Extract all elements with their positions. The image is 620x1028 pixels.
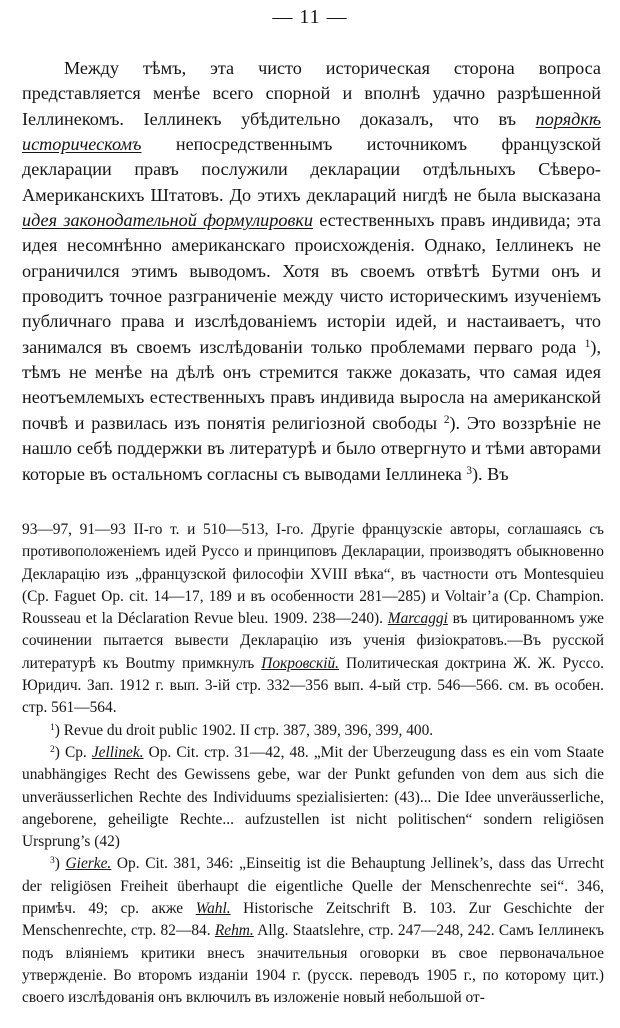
footnote-ref: 2 bbox=[443, 413, 450, 426]
text-run: Op. Cit. стр. 31—42, 48. „Mit der Uberzeugung dass es ein vom Staate unabhängiges Recht des Gewissens gebe, war der Punkt gefunden von dem aus sich die unveräusserlichen Rechte des Individuums spezialisierten: (43)... Die Idee unveräusserliche, angeborene, geheiligte Rechte... aufzustellen ist nicht politischen“ sondern religiösen Ursprung’s (42) bbox=[22, 743, 604, 851]
footnote-ref: 3 bbox=[466, 464, 472, 477]
author-name: Rehm. bbox=[214, 922, 254, 940]
text-run: ). Это воззрѣніе не нашло себѣ поддержки въ литературѣ и было отвергнуто и тѣми авторами которые въ остальномъ согласны съ выводами Іеллинека bbox=[22, 412, 601, 484]
author-name: Marcaggi bbox=[387, 610, 448, 628]
footnotes bbox=[22, 519, 604, 1010]
page-number: — 11 — bbox=[272, 6, 348, 28]
italic-phrase: порядкѣ историческомъ bbox=[22, 108, 601, 155]
footnote-mark: 3 bbox=[50, 855, 55, 867]
text-run: Allg. Staatslehre, стр. 247—248, 242. Самъ Іеллинекъ подъ вліяніемъ критики внесъ значительныя оговорки въ свое первоначальное утвержденіе. Во второмъ изданіи 1904 г. (русск. переводъ 1905 г., по которому цит.) своего изслѣдованія онъ включилъ въ изложеніе новый небольшой от- bbox=[22, 922, 604, 1007]
text-run: въ цитированномъ уже сочинении пытается вывести Декларацію изъ ученія физіократовъ.—Въ русской литературѣ къ Boutmy примкнулъ bbox=[22, 610, 604, 672]
text-run: ) bbox=[54, 855, 66, 873]
text-run: ), тѣмъ не менѣе на дѣлѣ онъ стремится также доказать, что самая идея неотъемлемыхъ естественныхъ правъ индивида выросла на американской почвѣ и развилась изъ понятія религіозной свободы bbox=[22, 336, 601, 433]
text-run: Historische Zeitsсhrift B. 103. Zur Geschichte der Menschenrechte, стр. 82—84. bbox=[22, 900, 604, 940]
author-name: Gierke. bbox=[65, 855, 112, 873]
text-run: Op. Cit. 381, 346: „Einseitig ist die Behauptung Jellinek’s, dass das Urrecht der religiösen Freiheit überhaupt die eigentliche Quelle der Menschenrechte sei“. 346, примѣч. 49; cp. акже bbox=[22, 855, 604, 918]
italic-phrase: идея законодательной формулировки bbox=[22, 210, 313, 231]
footnote-mark: 2 bbox=[50, 743, 55, 755]
footnote-mark: 1 bbox=[50, 721, 55, 733]
author-name: Jellinek. bbox=[91, 743, 144, 761]
text-run: ) Ср. bbox=[54, 743, 92, 761]
text-run: 93—97, 91—93 II-го т. и 510—513, I-го. Другіе французскіе авторы, соглашаясь съ противоположеніемъ идей Руссо и принциповъ Декларации, производятъ обыкновенно Декларацію изъ „французской философіи XVIII вѣка“, въ частности отъ Montesquieu (Ср. Faguet Op. cit. 14—17, 189 и въ особенности 281—285) и Voltair’a (Cp. Champion. Rousseau et la Déclaration Revue bleu. 1909. 238—240). bbox=[22, 521, 604, 628]
footnote-3 bbox=[22, 853, 604, 1009]
footnote-2 bbox=[22, 742, 604, 853]
text-run: непосредственнымъ источникомъ французской декларации правъ послужили декларации отдѣльныхъ Сѣверо-Американскихъ Штатовъ. До этихъ деклараций нигдѣ не была высказана bbox=[22, 134, 601, 205]
text-run: ) Revue du droit public 1902. II стр. 387, 389, 396, 399, 400. bbox=[54, 721, 434, 739]
main-paragraph bbox=[22, 56, 601, 487]
main-text bbox=[22, 56, 601, 487]
text-run: естественныхъ правъ индивида; эта идея несомнѣнно американскаго происхожденія. Однако, Іеллинекъ не ограничился этимъ выводомъ. Хотя въ своемъ отвѣтѣ Бутми онъ и проводитъ точное разграниченіе между чисто историческимъ изученіемъ публичнаго права и изслѣдованіемъ исторіи идей, и настаиваетъ, что занимался въ своемъ изслѣдованіи только проблемами перваго рода bbox=[22, 210, 601, 357]
text-run: Политическая доктрина Ж. Ж. Руссо. Юридич. Зап. 1912 г. вып. 3-ій стр. 332—356 вып. 4-ый стр. 546—566. см. въ особен. стр. 561—564. bbox=[22, 654, 604, 717]
text-run: ). Въ bbox=[471, 463, 509, 484]
author-name: Покровскій. bbox=[261, 654, 340, 672]
text-run: Между тѣмъ, эта чисто историческая сторона вопроса представляется менѣе всего спорной и вполнѣ удачно разрѣшенной Іеллинекомъ. Іеллинекъ убѣдительно доказалъ, что въ bbox=[22, 58, 601, 129]
footnote-ref: 1 bbox=[584, 337, 591, 350]
footnote-1 bbox=[22, 720, 604, 742]
author-name: Wahl. bbox=[195, 900, 231, 918]
footnote-continuation bbox=[22, 519, 604, 720]
